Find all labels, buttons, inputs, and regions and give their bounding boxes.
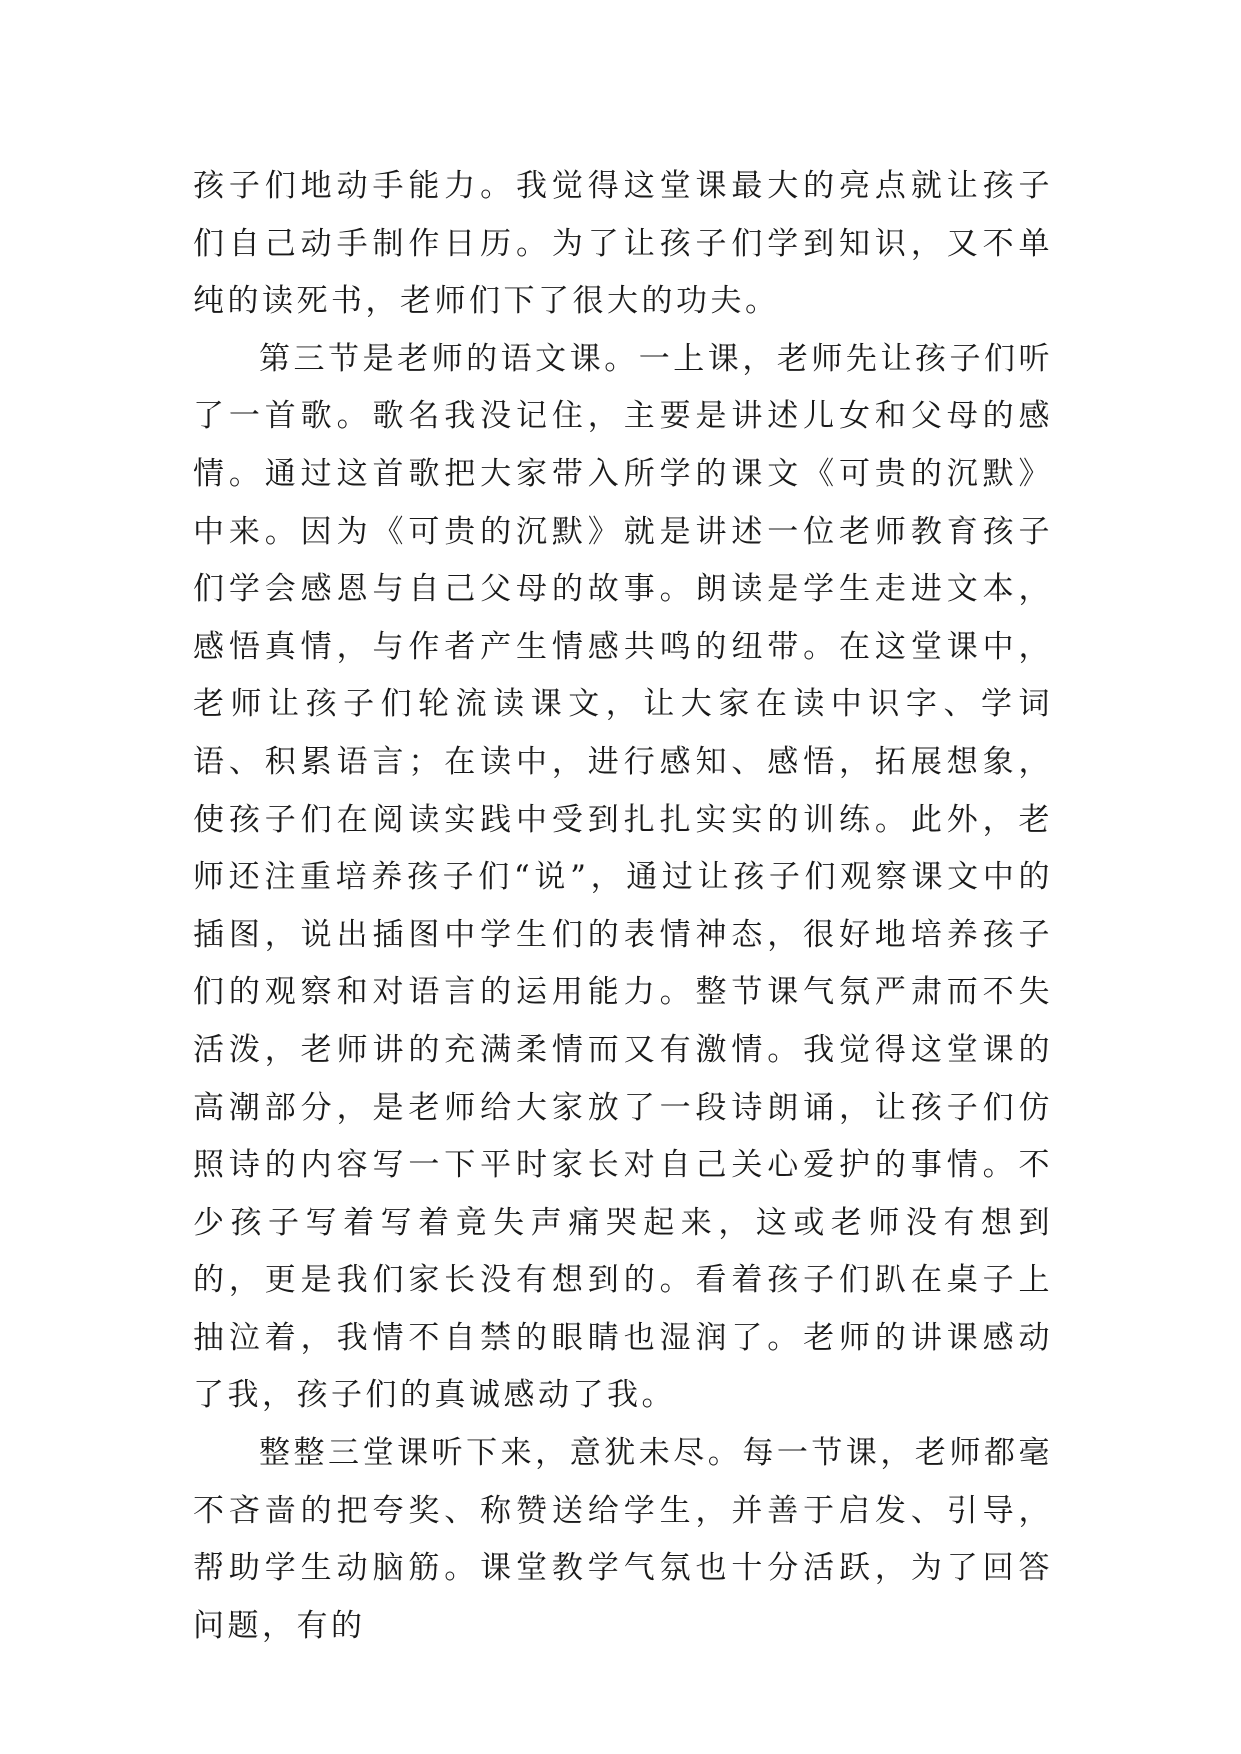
paragraph-continuation: 孩子们地动手能力。我觉得这堂课最大的亮点就让孩子们自己动手制作日历。为了让孩子们学到知识，又不单纯的读死书，老师们下了很大的功夫。 (193, 168, 1053, 320)
document-body (193, 158, 1053, 1655)
paragraph-chinese-lesson: 第三节是老师的语文课。一上课，老师先让孩子们听了一首歌。歌名我没记住，主要是讲述儿女和父母的感情。通过这首歌把大家带入所学的课文《可贵的沉默》中来。因为《可贵的沉默》就是讲述一位老师教育孩子们学会感恩与自己父母的故事。朗读是学生走进文本，感悟真情，与作者产生情感共鸣的纽带。在这堂课中，老师让孩子们轮流读课文，让大家在读中识字、学词语、积累语言；在读中，进行感知、感悟，拓展想象，使孩子们在阅读实践中受到扎扎实实的训练。此外，老师还注重培养孩子们“说”，通过让孩子们观察课文中的插图，说出插图中学生们的表情神态，很好地培养孩子们的观察和对语言的运用能力。整节课气氛严肃而不失活泼，老师讲的充满柔情而又有激情。我觉得这堂课的高潮部分，是老师给大家放了一段诗朗诵，让孩子们仿照诗的内容写一下平时家长对自己关心爱护的事情。不少孩子写着写着竟失声痛哭起来，这或老师没有想到的，更是我们家长没有想到的。看着孩子们趴在桌子上抽泣着，我情不自禁的眼睛也湿润了。老师的讲课感动了我，孩子们的真诚感动了我。 (193, 340, 1053, 1414)
paragraph-summary: 整整三堂课听下来，意犹未尽。每一节课，老师都毫不吝啬的把夸奖、称赞送给学生，并善于启发、引导，帮助学生动脑筋。课堂教学气氛也十分活跃，为了回答问题，有的 (193, 1435, 1053, 1644)
